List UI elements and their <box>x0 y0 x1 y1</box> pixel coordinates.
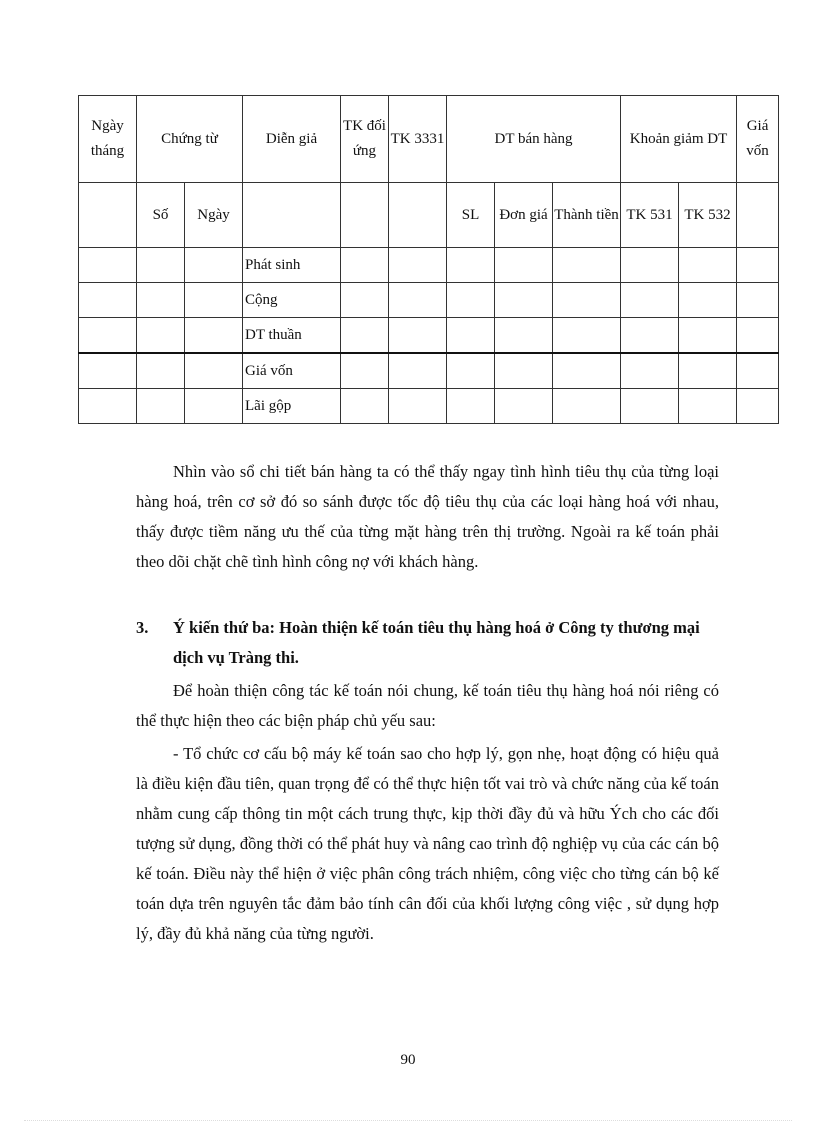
header-chung-tu: Chứng từ <box>137 96 243 183</box>
sales-ledger-table <box>78 95 779 424</box>
table-row <box>79 318 779 354</box>
subheader-don-gia: Đơn giá <box>495 183 553 248</box>
header-ngay-thang: Ngày tháng <box>79 96 137 183</box>
table-row <box>79 353 779 389</box>
table-row <box>79 389 779 424</box>
header-khoan-giam-dt: Khoản giảm DT <box>621 96 737 183</box>
subheader-tk-531: TK 531 <box>621 183 679 248</box>
section-heading <box>136 613 719 673</box>
header-tk-3331: TK 3331 <box>389 96 447 183</box>
header-gia-von: Giá vốn <box>737 96 779 183</box>
row-label-cong: Cộng <box>243 283 341 318</box>
header-tk-doi-ung: TK đối ứng <box>341 96 389 183</box>
subheader-so: Số <box>137 183 185 248</box>
footer-divider <box>24 1120 792 1121</box>
header-dien-giai: Diễn giả <box>243 96 341 183</box>
row-label-gia-von: Giá vốn <box>243 353 341 389</box>
header-dt-ban-hang: DT bán hàng <box>447 96 621 183</box>
paragraph-measure: - Tổ chức cơ cấu bộ máy kế toán sao cho hợp lý, gọn nhẹ, hoạt động có hiệu quả là điều kiện đầu tiên, quan trọng để có thể thực hiện tốt vai trò và chức năng của kế toán nhằm cung cấp thông tin một cách trung thực, kịp thời đầy đủ và hữu Ých cho các đối tượng sử dụng, đồng thời có thể phát huy và nâng cao trình độ nghiệp vụ của các cán bộ kế toán. Điều này thể hiện ở việc phân công trách nhiệm, công việc cho từng cán bộ kế toán dựa trên nguyên tắc đảm bảo tính cân đối của khối lượng công việc , sử dụng hợp lý, đầy đủ khả năng của từng người. <box>136 744 719 943</box>
row-label-phat-sinh: Phát sinh <box>243 248 341 283</box>
table-row <box>79 248 779 283</box>
section-number: 3. <box>136 618 149 637</box>
table-subheader-row <box>79 183 779 248</box>
table-header-row <box>79 96 779 183</box>
subheader-thanh-tien: Thành tiền <box>553 183 621 248</box>
subheader-ngay: Ngày <box>185 183 243 248</box>
paragraph-intro: Để hoàn thiện công tác kế toán nói chung, kế toán tiêu thụ hàng hoá nói riêng có thể thực hiện theo các biện pháp chủ yếu sau: <box>136 681 719 730</box>
page-number: 90 <box>400 1052 416 1068</box>
row-label-dt-thuan: DT thuần <box>243 318 341 354</box>
subheader-sl: SL <box>447 183 495 248</box>
subheader-tk-532: TK 532 <box>679 183 737 248</box>
section-title: Ý kiến thứ ba: Hoàn thiện kế toán tiêu thụ hàng hoá ở Công ty thương mại dịch vụ Tràng thi. <box>173 618 700 667</box>
table-row <box>79 283 779 318</box>
paragraph-sales-ledger: Nhìn vào sổ chi tiết bán hàng ta có thể thấy ngay tình hình tiêu thụ của từng loại hàng hoá, trên cơ sở đó so sánh được tốc độ tiêu thụ của các loại hàng hoá với nhau, thấy được tiềm năng ưu thế của từng mặt hàng trên thị trường. Ngoài ra kế toán phải theo dõi chặt chẽ tình hình công nợ với khách hàng. <box>136 462 719 571</box>
row-label-lai-gop: Lãi gộp <box>243 389 341 424</box>
